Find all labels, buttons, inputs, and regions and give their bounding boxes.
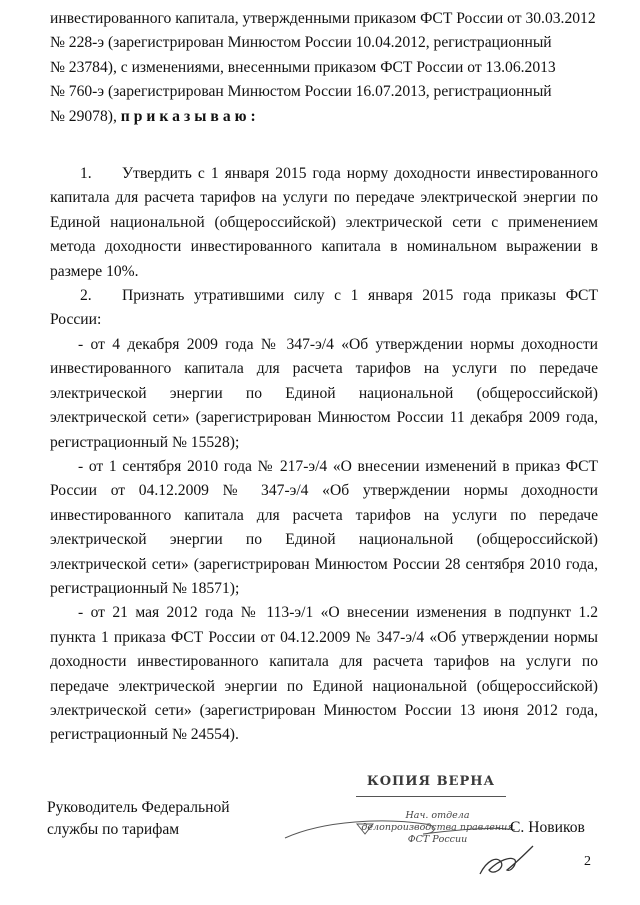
item-1-text: Утвердить с 1 января 2015 года норму доходности инвестированного капитала для расчета тарифов на услуги по передаче электрической энергии по Единой национальной (общероссийской) электрической сети с применением метода доходности инвестированного капитала в номинальном выражении в размере 10%. [50, 165, 598, 280]
intro-line-1: инвестированного капитала, утвержденными приказом ФСТ России от 30.03.2012 [50, 10, 596, 27]
dash-item-2: - от 1 сентября 2010 года № 217-э/4 «О внесении изменений в приказ ФСТ России от 04.12.2009 № 347-э/4 «Об утверждении нормы доходности инвестированного капитала для расчета тарифов на услуги по передаче электрической энергии по Единой национальной (общероссийской) электрической сети» (зарегистрирован Минюстом России 28 сентября 2010 года, регистрационный № 18571); [50, 457, 598, 597]
intro-line-2: № 228-э (зарегистрирован Минюстом России 10.04.2012, регистрационный [50, 34, 552, 52]
signatory-name: С. Новиков [510, 819, 585, 836]
intro-line-3: № 23784), с изменениями, внесенными приказом ФСТ России от 13.06.2013 [50, 58, 556, 76]
dash-item-3: - от 21 мая 2012 года № 113-э/1 «О внесении изменения в подпункт 1.2 пункта 1 приказа ФСТ России от 04.12.2009 № 347-э/4 «Об утверждении нормы доходности инвестированного капитала для расчета тарифов на услуги по передаче электрической энергии по Единой национальной (общероссийской) электрической сети» (зарегистрирован Минюстом России 13 июня 2012 года, регистрационный № 24554). [50, 604, 598, 744]
signatory-position-line-2: службы по тарифам [47, 821, 180, 838]
signatory-position [47, 797, 230, 841]
dash-item-1: - от 4 декабря 2009 года № 347-э/4 «Об утверждении нормы доходности инвестированного капитала для расчета тарифов на услуги по передаче электрической энергии по Единой национальной (общероссийской) электрической сети» (зарегистрирован Минюстом России 11 декабря 2009 года, регистрационный № 15528); [50, 335, 598, 451]
document-body [50, 7, 598, 748]
page-number: 2 [584, 854, 591, 869]
stamp-title: КОПИЯ ВЕРНА [356, 774, 506, 797]
copy-verified-stamp [342, 766, 524, 846]
stamp-line-1: Нач. отдела [405, 810, 470, 821]
item-2-text: Признать утратившими силу с 1 января 2015 года приказы ФСТ России: [50, 287, 598, 329]
item-2 [50, 284, 598, 333]
intro-line-5-start: № 29078), [50, 107, 121, 125]
intro-line-5 [50, 105, 598, 129]
item-1 [50, 162, 598, 284]
order-word: приказываю: [120, 107, 260, 125]
signatory-position-line-1: Руководитель Федеральной [47, 799, 230, 816]
item-2-number: 2. [80, 287, 92, 305]
stamp-line-2: делопроизводства правления [361, 822, 514, 833]
item-1-number: 1. [80, 165, 92, 183]
intro-line-4: № 760-э (зарегистрирован Минюстом России 16.07.2013, регистрационный [50, 83, 552, 101]
stamp-line-3: ФСТ России [407, 834, 468, 845]
section-gap [50, 129, 598, 157]
